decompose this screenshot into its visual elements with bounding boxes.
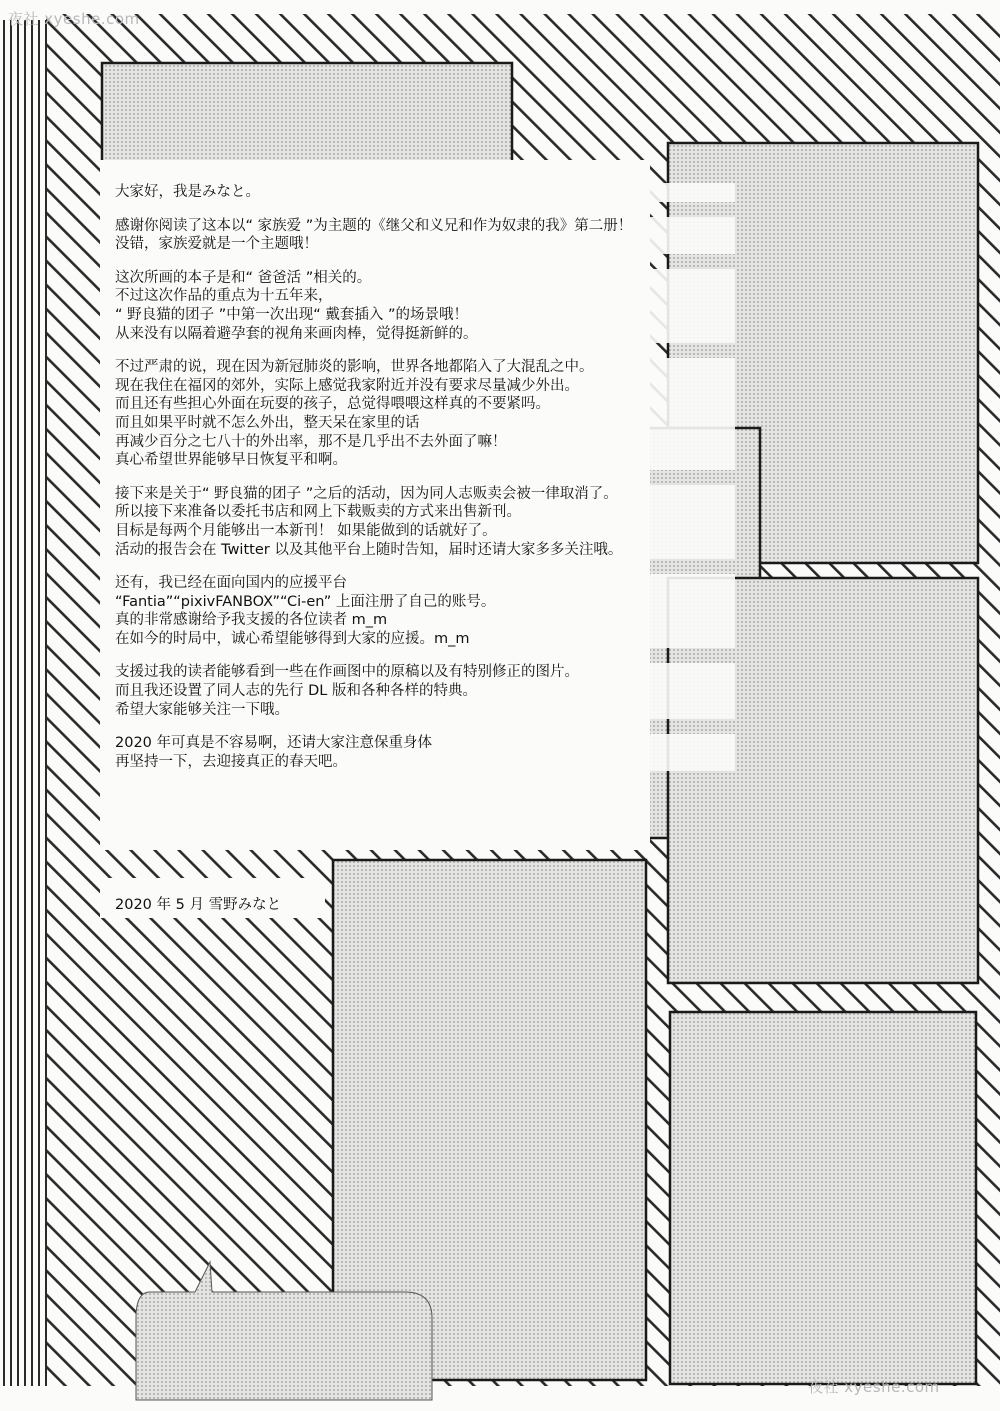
afterword-line: 还有，我已经在面向国内的应援平台 <box>115 575 347 592</box>
afterword-paragraph <box>115 574 735 648</box>
afterword-line: 不过这次作品的重点为十五年来， <box>115 288 333 305</box>
afterword-line: 再坚持一下，去迎接真正的春天吧。 <box>115 753 347 770</box>
afterword-line: 真的非常感谢给予我支援的各位读者 m_m <box>115 612 388 629</box>
afterword-line: 而且如果平时就不怎么外出，整天呆在家里的话 <box>115 414 420 431</box>
afterword-line: 希望大家能够关注一下哦。 <box>115 701 289 718</box>
afterword-paragraph <box>115 663 735 719</box>
afterword-paragraph <box>115 358 735 470</box>
afterword-paragraph <box>115 269 735 343</box>
afterword-line: 真心希望世界能够早日恢复平和啊。 <box>115 452 347 469</box>
afterword-line: 目标是每两个月能够出一本新刊！ 如果能做到的话就好了。 <box>115 522 497 539</box>
signature: 2020 年 5 月 雪野みなと <box>115 897 282 913</box>
afterword-line: 而且还有些担心外面在玩耍的孩子，总觉得喂喂这样真的不要紧吗。 <box>115 396 550 413</box>
afterword-line: 而且我还设置了同人志的先行 DL 版和各种各样的特典。 <box>115 683 477 700</box>
afterword-line: “Fantia”“pixivFANBOX”“Ci-en” 上面注册了自己的账号。 <box>115 593 496 610</box>
left-margin-lines <box>4 20 46 1386</box>
afterword-line: 接下来是关于“ 野良猫的团子 ”之后的活动，因为同人志贩卖会被一律取消了。 <box>115 485 618 502</box>
afterword-line: “ 野良猫的团子 ”中第一次出现“ 戴套插入 ”的场景哦！ <box>115 306 468 323</box>
afterword-line: 2020 年可真是不容易啊，还请大家注意保重身体 <box>115 735 433 752</box>
afterword-text <box>115 183 735 786</box>
panel-bottom-right <box>670 1012 976 1384</box>
afterword-line: 所以接下来准备以委托书店和网上下载贩卖的方式来出售新刊。 <box>115 504 521 521</box>
afterword-paragraph <box>115 217 735 254</box>
afterword-paragraph <box>115 183 735 202</box>
afterword-line: 这次所画的本子是和“ 爸爸活 ”相关的。 <box>115 269 372 286</box>
afterword-line: 从来没有以隔着避孕套的视角来画肉棒，觉得挺新鲜的。 <box>115 325 478 342</box>
afterword-line: 没错，家族爱就是一个主题哦！ <box>115 236 318 253</box>
afterword-line: 在如今的时局中，诚心希望能够得到大家的应援。m_m <box>115 630 470 647</box>
afterword-line: 感谢你阅读了这本以“ 家族爱 ”为主题的《继父和义兄和作为奴隶的我》第二册！ <box>115 217 633 234</box>
afterword-line: 再减少百分之七八十的外出率，那不是几乎出不去外面了嘛！ <box>115 433 507 450</box>
afterword-paragraph <box>115 734 735 771</box>
afterword-line: 不过严肃的说，现在因为新冠肺炎的影响，世界各地都陷入了大混乱之中。 <box>115 359 594 376</box>
afterword-line: 大家好，我是みなと。 <box>115 184 260 200</box>
afterword-line: 支援过我的读者能够看到一些在作画图中的原稿以及有特别修正的图片。 <box>115 664 579 681</box>
watermark-top: 夜社 xyeshe.com <box>8 10 140 28</box>
afterword-line: 活动的报告会在 Twitter 以及其他平台上随时告知，届时还请大家多多关注哦。 <box>115 541 623 558</box>
watermark-bottom: 夜社 xyeshe.com <box>808 1378 940 1396</box>
afterword-paragraph <box>115 485 735 559</box>
afterword-line: 现在我住在福冈的郊外，实际上感觉我家附近并没有要求尽量减少外出。 <box>115 377 579 394</box>
